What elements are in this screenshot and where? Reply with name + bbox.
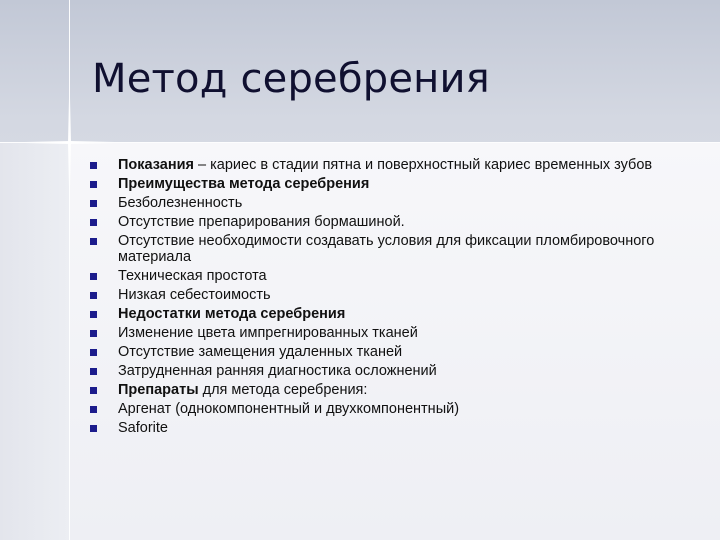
bullet-bold-text: Препараты [118, 382, 199, 398]
bullet-item [90, 214, 690, 230]
crosshair-horizontal-glow [25, 141, 115, 144]
bullet-text: Отсутствие препарирования бормашиной. [118, 214, 405, 230]
bullet-bold-text: Преимущества метода серебрения [118, 176, 370, 192]
square-bullet-icon [90, 311, 97, 318]
bullet-bold-text: Показания [118, 157, 194, 173]
bullet-text: Аргенат (однокомпонентный и двухкомпонентный) [118, 401, 460, 417]
bullet-item [90, 268, 690, 284]
bullet-text: Низкая себестоимость [118, 287, 271, 303]
bullet-text: Изменение цвета импрегнированных тканей [118, 325, 418, 341]
square-bullet-icon [90, 219, 97, 226]
bullet-text: Безболезненность [118, 195, 243, 211]
bullet-text: Отсутствие замещения удаленных тканей [118, 344, 403, 360]
square-bullet-icon [90, 387, 97, 394]
bullet-item [90, 344, 690, 360]
square-bullet-icon [90, 162, 97, 169]
bullet-item [90, 420, 690, 436]
bullet-item [90, 325, 690, 341]
square-bullet-icon [90, 406, 97, 413]
bullet-text: Техническая простота [118, 268, 267, 284]
bullet-item [90, 195, 690, 211]
square-bullet-icon [90, 292, 97, 299]
bullet-text: Отсутствие необходимости создавать условия для фиксации пломбировочного материала [118, 233, 655, 265]
bullet-text: Saforite [118, 420, 168, 436]
bullet-item [90, 157, 690, 173]
vertical-guide-line [69, 0, 70, 540]
square-bullet-icon [90, 349, 97, 356]
square-bullet-icon [90, 238, 97, 245]
bullet-item [90, 363, 690, 379]
bullet-text: для метода серебрения: [198, 382, 368, 398]
bullet-item [90, 401, 690, 417]
bullet-item [90, 306, 690, 322]
slide-title: Метод серебрения [92, 56, 490, 102]
bullet-text: Затрудненная ранняя диагностика осложнений [118, 363, 437, 379]
bullet-item [90, 287, 690, 303]
bullet-item [90, 176, 690, 192]
left-strip [0, 143, 70, 540]
square-bullet-icon [90, 200, 97, 207]
bullet-bold-text: Недостатки метода серебрения [118, 306, 346, 322]
square-bullet-icon [90, 330, 97, 337]
square-bullet-icon [90, 425, 97, 432]
bullet-text: – кариес в стадии пятна и поверхностный кариес временных зубов [194, 157, 653, 173]
bullet-item [90, 233, 690, 265]
bullet-list [90, 157, 690, 439]
bullet-item [90, 382, 690, 398]
square-bullet-icon [90, 181, 97, 188]
square-bullet-icon [90, 368, 97, 375]
square-bullet-icon [90, 273, 97, 280]
